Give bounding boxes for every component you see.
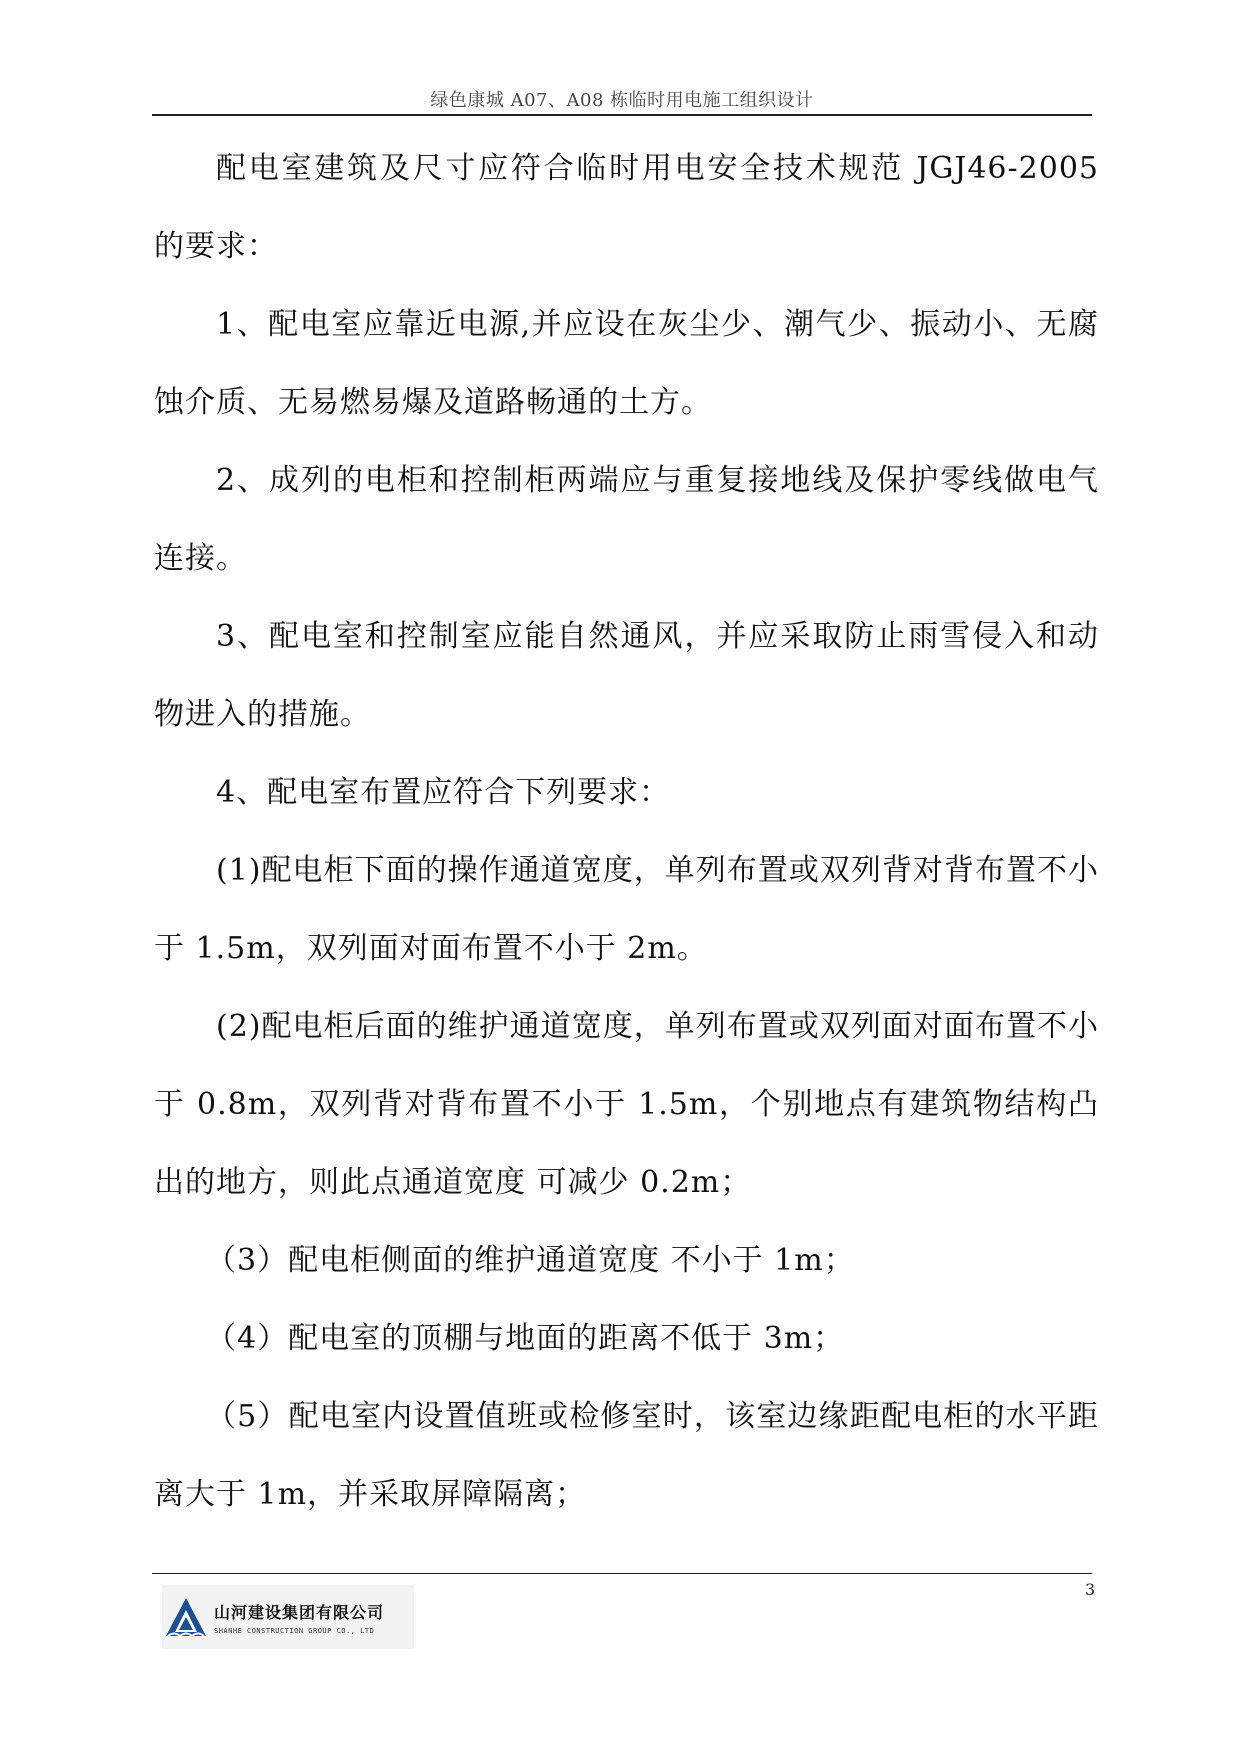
paragraph-sub-4: （4）配电室的顶棚与地面的距离不低于 3m； <box>206 1321 845 1356</box>
paragraph-sub-1: (1)配电柜下面的操作通道宽度，单列布置或双列背对背布置不小于 1.5m，双列面对面布置不小于 2m。 <box>154 853 1099 966</box>
company-logo <box>162 1585 414 1649</box>
company-name-cn: 山河建设集团有限公司 <box>214 1602 385 1622</box>
header-divider <box>152 114 1092 116</box>
paragraph-sub-2: (2)配电柜后面的维护通道宽度，单列布置或双列面对面布置不小于 0.8m，双列背对背布置不小于 1.5m，个别地点有建筑物结构凸出的地方，则此点通道宽度 可减少 0.2m； <box>154 1009 1099 1200</box>
paragraph-sub-3: （3）配电柜侧面的维护通道宽度 不小于 1m； <box>206 1243 855 1278</box>
footer-divider <box>152 1573 1092 1574</box>
paragraph-item-3: 3、配电室和控制室应能自然通风，并应采取防止雨雪侵入和动物进入的措施。 <box>154 619 1099 732</box>
company-name-en: SHANHE CONSTRUCTION GROUP CO., LTD <box>214 1626 375 1635</box>
paragraph-item-4: 4、配电室布置应符合下列要求： <box>216 775 671 810</box>
paragraph-item-2: 2、成列的电柜和控制柜两端应与重复接地线及保护零线做电气连接。 <box>154 463 1099 576</box>
paragraph-item-1: 1、配电室应靠近电源,并应设在灰尘少、潮气少、振动小、无腐蚀介质、无易燃易爆及道路畅通的土方。 <box>154 307 1099 420</box>
paragraph-sub-5: （5）配电室内设置值班或检修室时，该室边缘距配电柜的水平距离大于 1m，并采取屏障隔离； <box>154 1399 1099 1512</box>
paragraph-intro: 配电室建筑及尺寸应符合临时用电安全技术规范 JGJ46-2005 的要求： <box>154 151 1099 264</box>
page-number: 3 <box>1085 1580 1096 1599</box>
mountain-logo-icon <box>164 1595 208 1639</box>
header-title: 绿色康城 A07、A08 栋临时用电施工组织设计 <box>430 90 814 111</box>
document-body <box>154 130 1099 1534</box>
